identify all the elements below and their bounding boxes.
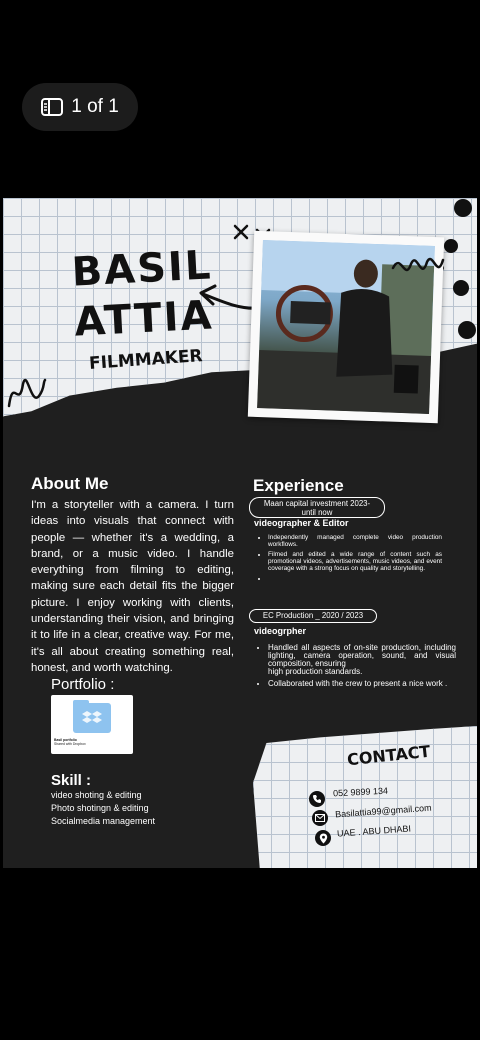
contact-panel bbox=[253, 726, 477, 868]
about-text: I'm a storyteller with a camera. I turn ideas into visuals that connect with people — whether it's a wedding, a brand, or a music video. I handle everything from filming to editing, making sure each detail fits the bigger picture. I enjoy working with clients, understanding their vision, and bringing it to life in a clear, creative way. For me, it's all about creating something real, honest, and worth watching. bbox=[31, 499, 234, 674]
portfolio-link-card[interactable] bbox=[51, 695, 133, 754]
phone-icon bbox=[309, 791, 325, 807]
experience-title: Experience bbox=[253, 476, 344, 495]
dropbox-folder-icon bbox=[73, 703, 111, 733]
skills-list bbox=[51, 789, 155, 828]
skills-title: Skill : bbox=[51, 772, 92, 789]
about-title: About Me bbox=[31, 474, 109, 493]
job-1-bullets bbox=[256, 534, 442, 585]
page-indicator[interactable] bbox=[22, 83, 138, 131]
list-item: Photo shotingn & editing bbox=[51, 803, 149, 813]
contact-location: UAE . ABU DHABI bbox=[336, 823, 412, 839]
page-indicator-label: 1 of 1 bbox=[71, 96, 119, 117]
list-item: • Collaborated with the crew to present a nice work . bbox=[268, 680, 456, 688]
contact-title: CONTACT bbox=[346, 741, 432, 770]
squiggle-left-decoration bbox=[5, 366, 49, 414]
list-item: high production standards. bbox=[268, 667, 363, 676]
job-1-position: videographer & Editor bbox=[254, 518, 349, 528]
list-item: Socialmedia management bbox=[51, 816, 156, 826]
job-2-bullets bbox=[256, 644, 456, 692]
portfolio-title: Portfolio : bbox=[51, 676, 115, 693]
list-item bbox=[268, 575, 442, 582]
job-2-position: videogrpher bbox=[254, 626, 307, 636]
job-1-company: Maan capital investment 2023- until now bbox=[249, 497, 385, 518]
portfolio-card-text: Basil portfolio Shared with Dropbox bbox=[54, 738, 86, 746]
list-item: • Handled all aspects of on-site production, including lighting, camera operation, sound, and visual composition, ensuring bbox=[268, 644, 456, 668]
page-view-icon bbox=[41, 98, 63, 116]
resume-document bbox=[3, 198, 477, 868]
job-2-company: EC Production _ 2020 / 2023 bbox=[249, 609, 377, 623]
email-icon bbox=[312, 810, 328, 826]
contact-phone: 052 9899 134 bbox=[332, 785, 389, 799]
squiggle-decoration bbox=[391, 248, 451, 284]
resume-role: FILMMAKER bbox=[88, 346, 204, 374]
list-item: • Filmed and edited a wide range of content such as promotional videos, advertisements, music videos, and event coverage with a strong focus on quality and storytelling. bbox=[268, 551, 442, 572]
resume-name: BASIL ATTIA bbox=[70, 242, 215, 346]
list-item: • Independently managed complete video production workflows. bbox=[268, 534, 442, 548]
list-item: video shoting & editing bbox=[51, 790, 142, 800]
location-pin-icon bbox=[315, 830, 331, 846]
contact-email: Basilattia99@gmail.com bbox=[334, 802, 432, 820]
